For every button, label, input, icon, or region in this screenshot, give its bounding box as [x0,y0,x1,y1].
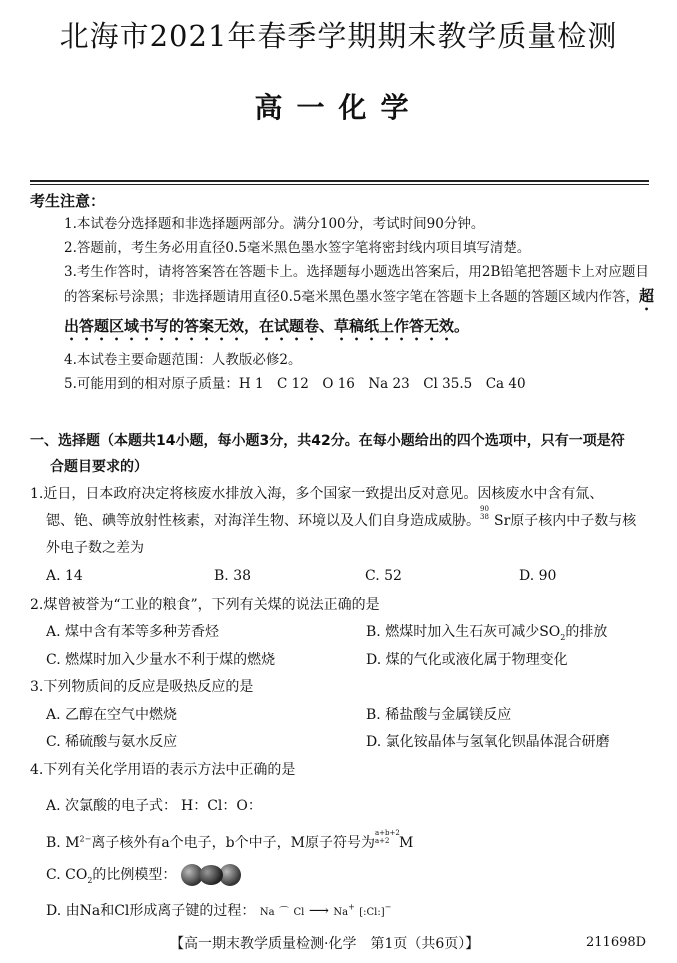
notice-item-4: 4.本试卷主要命题范围：人教版必修2。 [64,352,302,368]
co2-ratio-model [181,864,243,886]
q1-line2 [30,505,655,535]
q4-option-d[interactable]: D. 由Na和Cl形成离子键的过程： Na ⌒ Cl ⟶ Na+ [:Cl:]− [46,902,392,919]
q2-option-b-text2: 的排放 [565,624,608,640]
q4-option-a-text: A. 次氯酸的电子式： [46,798,178,814]
q3-option-a[interactable]: A. 乙醇在空气中燃烧 [46,707,178,723]
notice-item-3 [64,260,654,344]
header-rule-thin [30,184,649,185]
q4-option-c-text1: C. CO [46,867,88,883]
q1-option-b[interactable]: B. 38 [214,568,252,584]
q4-nuclide [374,829,400,846]
q4-process-cl: Cl [293,907,305,918]
notice-item-1: 1.本试卷分选择题和非选择题两部分。满分100分，考试时间90分钟。 [64,216,485,232]
q2-option-d[interactable]: D. 煤的气化或液化属于物理变化 [366,652,568,668]
q2-option-c[interactable]: C. 燃煤时加入少量水不利于煤的燃烧 [46,652,276,668]
page-footer: 【高一期末教学质量检测·化学 第1页（共6页）】 [170,936,480,952]
q3-option-d[interactable]: D. 氯化铵晶体与氢氧化钡晶体混合研磨 [366,734,610,750]
q4-process-charge: − [384,902,392,912]
q1-atomic-number: 38 [480,513,489,521]
notice-emphasis: 超出答题区域书写的答案无效，在试题卷、草稿纸上作答无效。 [64,287,654,335]
q4-process-arrow: ⟶ [308,903,329,919]
q4-stem: 4.下列有关化学用语的表示方法中正确的是 [30,762,296,778]
q3-stem: 3.下列物质间的反应是吸热反应的是 [30,679,254,695]
q4-process-na: Na [259,907,275,918]
q1-line1: 1.近日，日本政府决定将核废水排放入海，多个国家一致提出反对意见。因核废水中含有氚、 [30,486,604,502]
section-heading-line2: 合题目要求的） [50,459,148,475]
q2-option-b-text1: B. 燃煤时加入生石灰可减少SO [366,624,561,640]
exam-title: 北海市2021年春季学期期末教学质量检测 [59,19,618,53]
q4-option-b-charge: 2− [79,834,92,844]
section-heading-line1: 一、选择题（本题共14小题，每小题3分，共42分。在每小题给出的四个选项中，只有一项是符 [30,433,625,449]
exam-code: 211698D [586,935,647,950]
co2-carbon-ball [199,865,223,885]
notice-item-3-text: 3.考生作答时，请将答案答在答题卡上。选择题每小题选出答案后，用2B铅笔把答题卡上对应题目的答案标号涂黑；非选择题请用直径0.5毫米黑色墨水签字笔在答题卡上各题的答题区域内作答， [64,264,649,305]
q2-option-a[interactable]: A. 煤中含有苯等多种芳香烃 [46,624,220,640]
q4-option-b[interactable] [46,829,414,852]
q4-option-d-text: D. 由Na和Cl形成离子键的过程： [46,903,256,919]
section-heading [30,428,650,480]
q4-process-arrow-curve: ⌒ [279,907,290,918]
header-rule [30,180,649,182]
q1-option-c[interactable]: C. 52 [365,568,402,584]
notice-item-2: 2.答题前，考生务必用直径0.5毫米黑色墨水签字笔将密封线内项目填写清楚。 [64,240,531,256]
q4-mass-number: a+b+2 [374,829,400,837]
question-1 [30,481,655,562]
q1-option-d[interactable]: D. 90 [519,568,557,584]
q4-option-b-text1: B. M [46,835,80,851]
q1-nuclide [480,505,494,522]
q3-option-c[interactable]: C. 稀硫酸与氨水反应 [46,734,178,750]
q1-line3: 外电子数之差为 [46,540,144,556]
q1-line2b: Sr原子核内中子数与核 [494,513,637,529]
q4-option-c[interactable] [46,864,243,886]
q3-option-b[interactable]: B. 稀盐酸与金属镁反应 [366,707,512,723]
q4-option-c-text2: 的比例模型： [92,867,177,883]
q2-stem: 2.煤曾被誉为“工业的粮食”，下列有关煤的说法正确的是 [30,597,380,613]
q4-process-product-na: Na [333,907,349,918]
q4-hclo-electron-formula: H：Cl：O： [181,798,262,814]
notice-item-5: 5.可能用到的相对原子质量：H 1 C 12 O 16 Na 23 Cl 35.5 Ca 40 [64,376,526,392]
q1-option-a[interactable]: A. 14 [46,568,83,584]
q2-option-b-sub: 2 [560,632,566,642]
subject-title: 高一化学 [254,91,423,124]
q4-option-b-symbol: M [398,835,414,851]
q1-line2a: 锶、铯、碘等放射性核素，对海洋生物、环境以及人们自身造成威胁。 [46,513,480,529]
notice-title: 考生注意： [30,192,106,210]
q4-process-product-cl: [:Cl:] [359,907,385,918]
notice-list [64,212,654,396]
q4-option-a[interactable] [46,795,266,815]
q4-option-b-text2: 离子核外有a个电子，b个中子，M原子符号为 [91,835,375,851]
q4-option-c-sub: 2 [87,875,93,885]
q1-mass-number: 90 [480,505,489,513]
q2-option-b[interactable] [366,621,607,642]
q4-atomic-number: a+2 [374,837,390,845]
